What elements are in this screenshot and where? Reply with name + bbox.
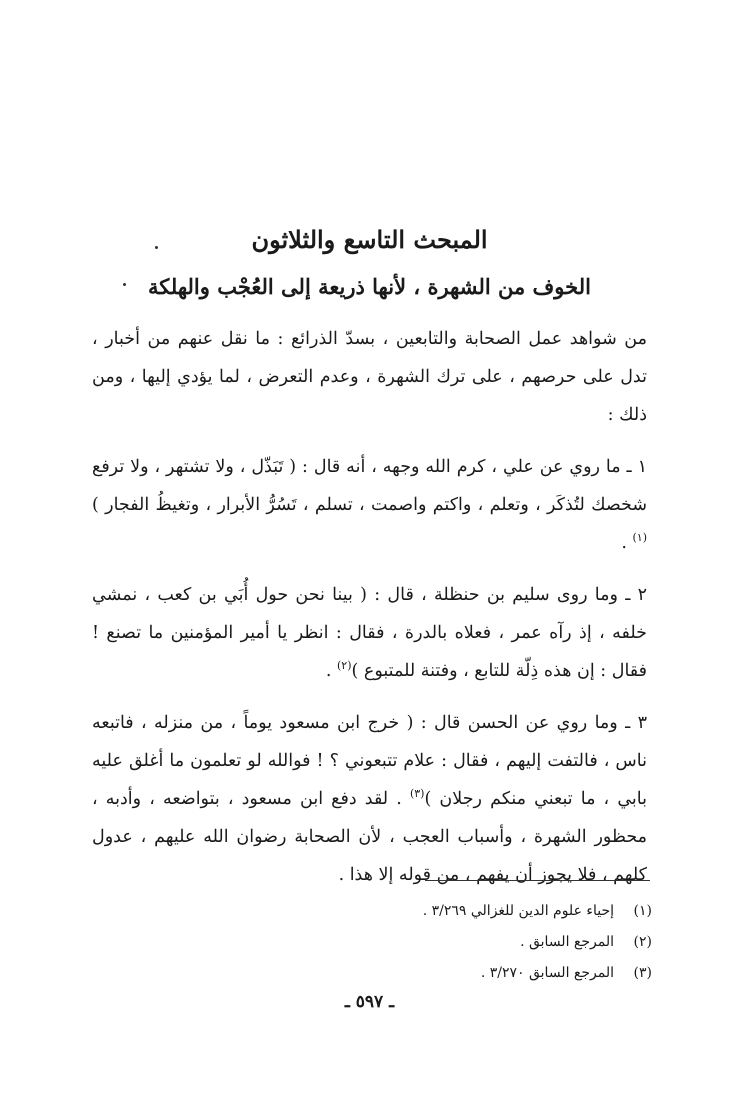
footnote-item <box>200 896 652 927</box>
footnotes <box>200 896 652 989</box>
footnote-text: المرجع السابق . <box>520 934 614 950</box>
narration-tail: . لقد دفع ابن مسعود ، بتواضعه ، وأدبه ، محظور الشهرة ، وأسباب العجب ، لأن الصحابة رضوان الله عليهم ، عدول كلهم ، فلا يجوز أن يفهم ، من قوله إلا هذا . <box>92 789 647 885</box>
footnote-ref: (٢) <box>337 659 352 673</box>
narration-2 <box>92 576 647 690</box>
narration-text: ٢ ـ وما روى سليم بن حنظلة ، قال : ( بينا نحن حول أُبَي بن كعب ، نمشي خلفه ، إذ رآه عمر ، فعلاه بالدرة ، فقال : انظر يا أمير المؤمنين ما تصنع ! فقال : إن هذه ذِلّة للتابع ، وفتنة للمتبوع ) <box>92 585 647 681</box>
narration-tail: . <box>325 661 337 681</box>
footnote-number: (١) <box>633 903 652 919</box>
footnote-text: إحياء علوم الدين للغزالي ٣/٢٦٩ . <box>422 903 614 919</box>
footnote-item <box>200 958 652 989</box>
footnote-ref: (٣) <box>409 787 425 801</box>
footnote-ref: (١) <box>632 531 647 545</box>
footnote-item <box>200 927 652 958</box>
narration-1 <box>92 448 647 562</box>
page-number: ـ ٥٩٧ ـ <box>344 992 395 1012</box>
intro-paragraph: من شواهد عمل الصحابة والتابعين ، بسدّ الذرائع : ما نقل عنهم من أخبار ، تدل على حرصهم ، على ترك الشهرة ، وعدم التعرض ، لما يؤدي إليها ، ومن ذلك : <box>92 329 647 425</box>
section-subtitle: الخوف من الشهرة ، لأنها ذريعة إلى العُجْب والهلكة <box>148 274 591 299</box>
footnote-number: (٣) <box>633 965 652 981</box>
footnote-number: (٢) <box>633 934 652 950</box>
narration-text: ٣ ـ وما روي عن الحسن قال : ( خرج ابن مسعود يوماً ، من منزله ، فاتبعه ناس ، فالتفت إليهم ، فقال : علام تتبعوني ؟ ! فوالله لو تعلمون ما أغلق عليه بابي ، ما تبعني منكم رجلان ) <box>92 713 647 809</box>
narration-3 <box>92 704 647 894</box>
footnote-text: المرجع السابق ٣/٢٧٠ . <box>480 965 614 981</box>
footnote-divider <box>425 880 650 881</box>
narration-tail: . <box>621 533 633 553</box>
body-text <box>92 320 647 908</box>
narration-text: ١ ـ ما روي عن علي ، كرم الله وجهه ، أنه قال : ( تَبَذّل ، ولا تشتهر ، ولا ترفع شخصك لتُذكَر ، وتعلم ، واكتم واصمت ، تسلم ، تَسُرُّ الأبرار ، وتغيظُ الفجار ) <box>92 457 647 515</box>
section-title: المبحث التاسع والثلاثون <box>251 225 488 254</box>
